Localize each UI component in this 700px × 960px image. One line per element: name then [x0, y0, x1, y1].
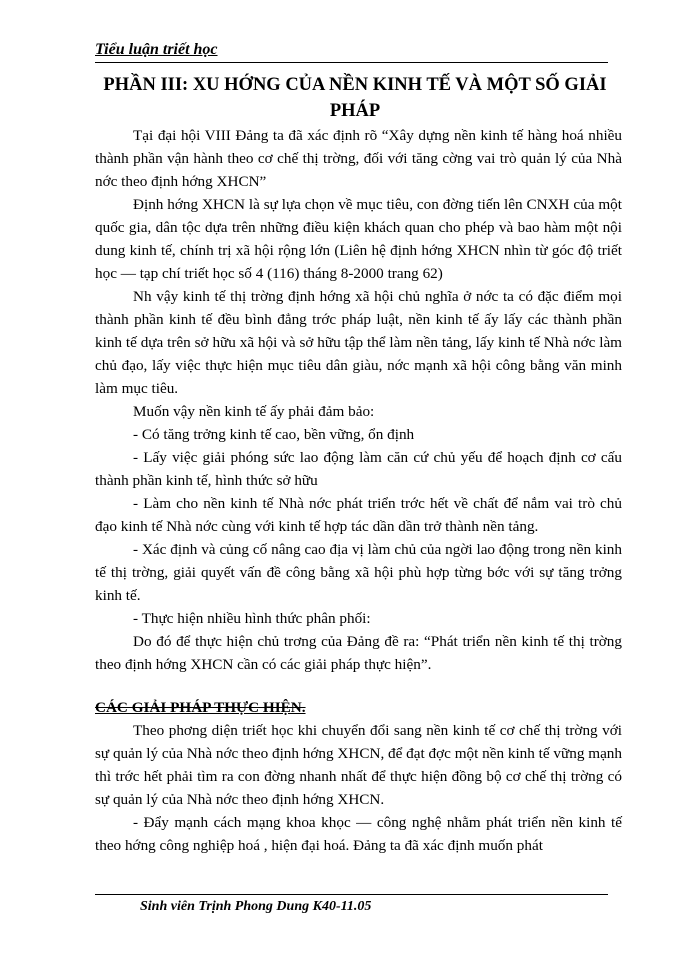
document-body	[95, 124, 622, 857]
document-title: PHẦN III: XU HỚNG CỦA NỀN KINH TẾ VÀ MỘT SỐ GIẢI PHÁP	[103, 75, 607, 121]
paragraph: Do đó để thực hiện chủ trơng của Đảng đề ra: “Phát triển nền kinh tế thị trờng theo định hớng XHCN cần có các giải pháp thực hiện”.	[95, 633, 622, 673]
list-item: - Làm cho nền kinh tế Nhà nớc phát triển trớc hết về chất để nắm vai trò chủ đạo kinh tế Nhà nớc cùng với kinh tế hợp tác dần dần trở thành nền tảng.	[95, 495, 622, 535]
page-footer: Sinh viên Trịnh Phong Dung K40-11.05	[140, 899, 372, 914]
paragraph: Theo phơng diện triết học khi chuyển đổi sang nền kinh tế cơ chế thị trờng với sự quản lý của Nhà nớc theo định hớng XHCN, để đạt đợc một nền kinh tế vững mạnh thì trớc hết phải tìm ra con đờng nhanh nhất để thực hiện đồng bộ cơ chế thị trờng có sự quản lý của Nhà nớc theo định hớng XHCN.	[95, 722, 622, 808]
section-heading: CÁC GIẢI PHÁP THỰC HIỆN.	[95, 699, 306, 716]
page-header: Tiểu luận triết học	[95, 41, 218, 58]
section-gap	[95, 676, 622, 696]
paragraph: Tại đại hội VIII Đảng ta đã xác định rõ “Xây dựng nền kinh tế hàng hoá nhiều thành phần vận hành theo cơ chế thị trờng, đối với tăng cờng vai trò quản lý của Nhà nớc theo định hớng XHCN”	[95, 127, 622, 190]
paragraph: Nh vậy kinh tế thị trờng định hớng xã hội chủ nghĩa ở nớc ta có đặc điểm mọi thành phần kinh tế đều bình đẳng trớc pháp luật, nền kinh tế ấy lấy các thành phần kinh tế dựa trên sở hữu xã hội và sở hữu tập thể làm nền tảng, lấy kinh tế Nhà nớc làm chủ đạo, lấy việc thực hiện mục tiêu dân giàu, nớc mạnh xã hội công bằng văn minh làm mục tiêu.	[95, 288, 622, 397]
paragraph: Muốn vậy nền kinh tế ấy phải đảm bảo:	[133, 403, 375, 420]
list-item: - Xác định và củng cố nâng cao địa vị làm chủ của ngời lao động trong nền kinh tế thị trờng, giải quyết vấn đề công bằng xã hội phù hợp từng bớc với sự tăng trởng kinh tế.	[95, 541, 622, 604]
paragraph: Định hớng XHCN là sự lựa chọn về mục tiêu, con đờng tiến lên CNXH của một quốc gia, dân tộc dựa trên những điều kiện khách quan cho phép và bao hàm một nội dung kinh tế, chính trị xã hội rộng lớn (Liên hệ định hớng XHCN nhìn từ góc độ triết học — tạp chí triết học số 4 (116) tháng 8-2000 trang 62)	[95, 196, 622, 282]
header-divider	[95, 62, 608, 63]
list-item: - Lấy việc giải phóng sức lao động làm căn cứ chủ yếu để hoạch định cơ cấu thành phần kinh tế, hình thức sở hữu	[95, 449, 622, 489]
footer-divider	[95, 894, 608, 895]
list-item: - Có tăng trởng kinh tế cao, bền vững, ổn định	[133, 426, 415, 443]
list-item: - Đẩy mạnh cách mạng khoa khọc — công nghệ nhằm phát triển nền kinh tế theo hớng công nghiệp hoá , hiện đại hoá. Đảng ta đã xác định muốn phát	[95, 814, 622, 854]
list-item: - Thực hiện nhiều hình thức phân phối:	[133, 610, 371, 627]
